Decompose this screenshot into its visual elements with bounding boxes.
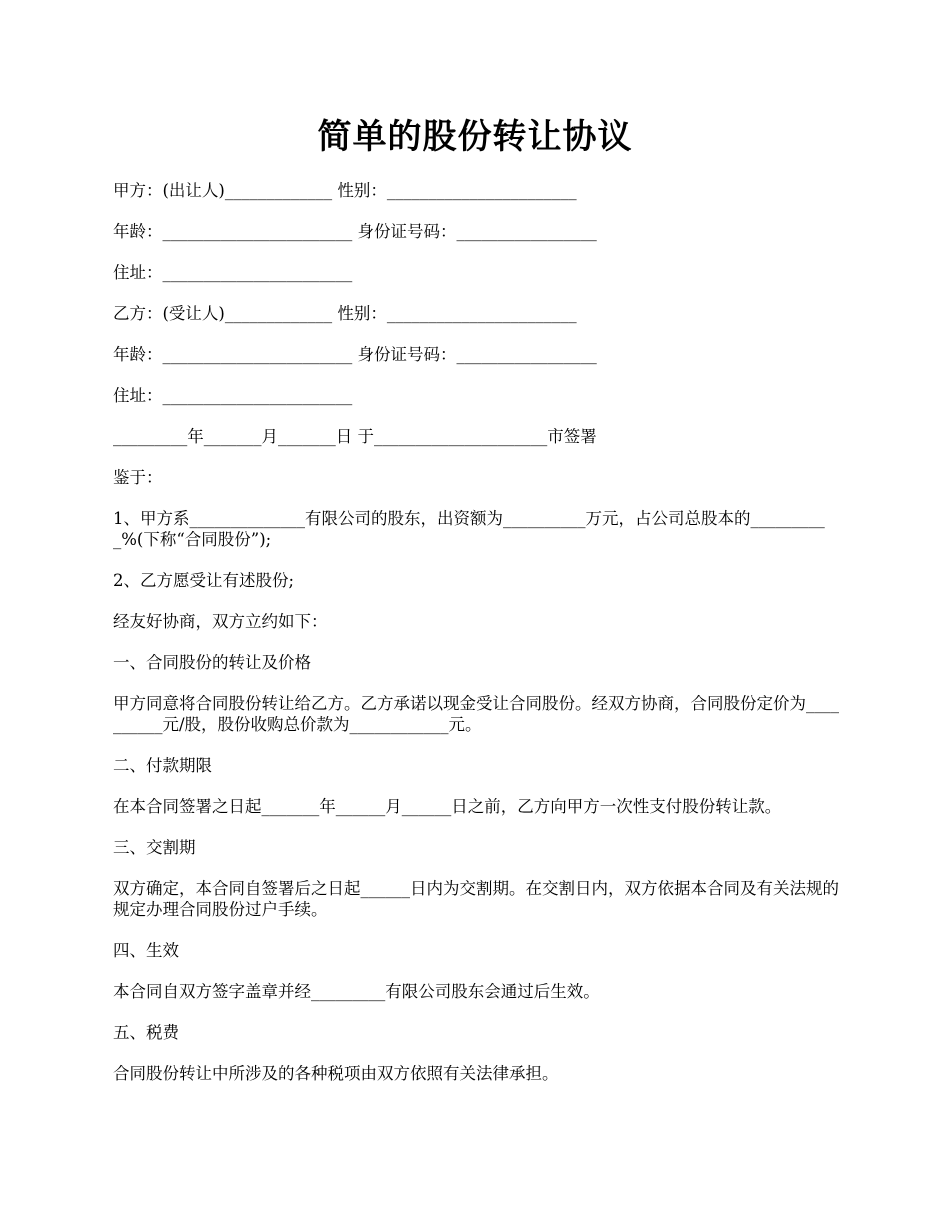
section-3-heading: 三、交割期	[113, 838, 196, 857]
whereas-clause-1: 1、甲方系______________有限公司的股东，出资额为__________万元，占公司总股本的__________%(下称“合同股份”);	[113, 509, 825, 549]
section-1-text: 甲方同意将合同股份转让给乙方。乙方承诺以现金受让合同股份。经双方协商，合同股份定价为__________元/股，股份收购总价款为____________元。	[113, 694, 839, 734]
party-a-age-id: 年龄：_______________________ 身份证号码：_________________	[113, 222, 597, 241]
whereas-clause-2: 2、乙方愿受让有述股份;	[113, 571, 295, 590]
section-5-text: 合同股份转让中所涉及的各种税项由双方依照有关法律承担。	[113, 1064, 559, 1083]
section-4-heading: 四、生效	[113, 941, 179, 960]
document-body	[113, 180, 839, 1104]
agreement-intro: 经友好协商，双方立约如下：	[113, 612, 328, 631]
document-title: 简单的股份转让协议	[317, 117, 633, 157]
party-b-age-id: 年龄：_______________________ 身份证号码：_________________	[113, 345, 597, 364]
section-2-text: 在本合同签署之日起_______年______月______日之前，乙方向甲方一次性支付股份转让款。	[113, 797, 782, 816]
section-1-heading: 一、合同股份的转让及价格	[113, 653, 311, 672]
section-4-text: 本合同自双方签字盖章并经_________有限公司股东会通过后生效。	[113, 982, 600, 1001]
party-a-name-gender: 甲方：(出让人)_____________ 性别：_______________________	[113, 181, 577, 200]
section-3-text: 双方确定，本合同自签署后之日起______日内为交割期。在交割日内，双方依据本合同及有关法规的规定办理合同股份过户手续。	[113, 879, 839, 919]
section-5-heading: 五、税费	[113, 1023, 179, 1042]
party-a-address: 住址：_______________________	[113, 263, 353, 282]
party-b-address: 住址：_______________________	[113, 386, 353, 405]
section-2-heading: 二、付款期限	[113, 756, 212, 775]
party-b-name-gender: 乙方：(受让人)_____________ 性别：_______________________	[113, 304, 577, 323]
whereas-heading: 鉴于：	[113, 468, 163, 487]
signing-date-place: _________年_______月_______日 于_____________________市签署	[113, 427, 597, 446]
